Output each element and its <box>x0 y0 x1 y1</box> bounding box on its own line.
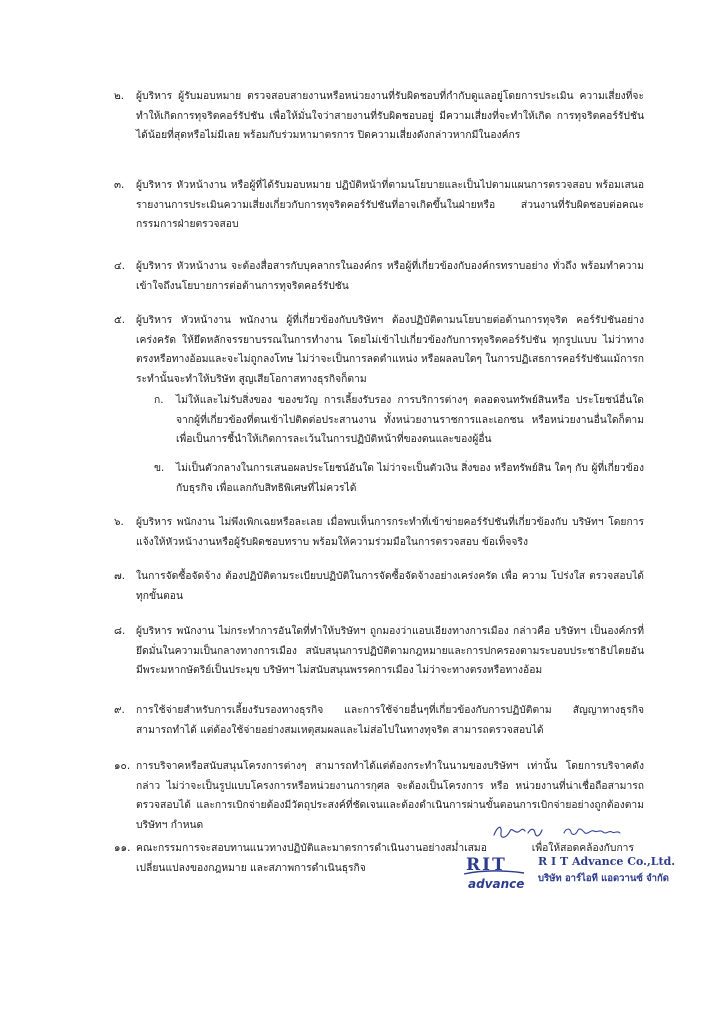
item-number: ๒. <box>114 90 125 102</box>
item-text: ผู้บริหาร ผู้รับมอบหมาย ตรวจสอบสายงานหรือหน่วยงานที่รับผิดชอบที่กำกับดูแลอยู่โดยการประเมิน ความเสี่ยงที่จะทำให้เกิดการทุจริตคอร์รัปชัน เพื่อให้มั่นใจว่าสายงานที่รับผิดชอบอยู่ มีความเสี่ยงที่จะทำให้เกิด การทุจริตคอร์รัปชันได้น้อยที่สุดหรือไม่มีเลย พร้อมกับร่วมหามาตรการ ปิดความเสี่ยงดังกล่าวหากมีในองค์กร <box>136 90 644 141</box>
item-number: ๔. <box>114 260 126 272</box>
sub-item-b <box>154 459 644 498</box>
item-number: ๗. <box>114 570 126 582</box>
company-name-en: R I T Advance Co.,Ltd. <box>538 855 676 868</box>
list-item-5 <box>114 311 644 389</box>
list-item-6 <box>114 513 644 552</box>
company-name-th: บริษัท อาร์ไอที แอดวานซ์ จำกัด <box>538 873 669 884</box>
sub-item-text: ไม่เป็นตัวกลางในการเสนอผลประโยชน์อันใด ไม่ว่าจะเป็นตัวเงิน สิ่งของ หรือทรัพย์สิน ใดๆ กับ ผู้ที่เกี่ยวข้องกับธุรกิจ เพื่อแลกกับสิทธิพิเศษที่ไม่ควรได้ <box>176 462 644 494</box>
sub-item-number: ก. <box>154 394 164 406</box>
item-text: ผู้บริหาร หัวหน้างาน จะต้องสื่อสารกับบุคลากรในองค์กร หรือผู้ที่เกี่ยวข้องกับองค์กรทราบอย่าง ทั่วถึง พร้อมทำความเข้าใจถึงนโยบายการต่อต้านการทุจริตคอร์รัปชัน <box>136 260 644 292</box>
item-number: ๑๐. <box>114 760 131 772</box>
list-item-4 <box>114 257 644 296</box>
sub-item-text: ไม่ให้และไม่รับสิ่งของ ของขวัญ การเลี้ยงรับรอง การบริการต่างๆ ตลอดจนทรัพย์สินหรือ ประโยชน์อื่นใดจากผู้ที่เกี่ยวข้องที่ตนเข้าไปติดต่อประสานงาน ทั้งหน่วยงานราชการและเอกชน หรือหน่วยงานอื่นใดก็ตาม เพื่อเป็นการชี้นำให้เกิดการละเว้นในการปฏิบัติหน้าที่ของตนและของผู้อื่น <box>176 394 644 445</box>
item-text: การบริจาคหรือสนับสนุนโครงการต่างๆ สามารถทำได้แต่ต้องกระทำในนามของบริษัทฯ เท่านั้น โดยการบริจาคดังกล่าว ไม่ว่าจะเป็นรูปแบบโครงการหรือหน่วยงานการกุศล จะต้องเป็นโครงการ หรือ หน่วยงานที่น่าเชื่อถือสามารถตรวจสอบได้ และการเบิกจ่ายต้องมีวัตถุประสงค์ที่ชัดเจนและต้องดำเนินการผ่านขั้นตอนการเบิกจ่ายอย่างถูกต้องตามบริษัทฯ กำหนด <box>136 760 644 831</box>
item-text: การใช้จ่ายสำหรับการเลี้ยงรับรองทางธุรกิจ และการใช้จ่ายอื่นๆที่เกี่ยวข้องกับการปฏิบัติตาม สัญญาทางธุรกิจสามารถทำได้ แต่ต้องใช้จ่ายอย่างสมเหตุสมผลและไม่ส่อไปในทางทุจริต สามารถตรวจสอบได้ <box>136 704 644 736</box>
list-item-9 <box>114 701 644 740</box>
list-item-2 <box>114 87 644 146</box>
handwritten-signature <box>488 819 658 845</box>
item-number: ๑๑. <box>114 842 131 854</box>
item-text: ผู้บริหาร พนักงาน ไม่กระทำการอันใดที่ทำให้บริษัทฯ ถูกมองว่าแอบเอียงทางการเมือง กล่าวคือ บริษัทฯ เป็นองค์กรที่ยึดมั่นในความเป็นกลางทางการเมือง สนับสนุนการปฏิบัติตามกฎหมายและการปกครองตามระบอบประชาธิปไตยอันมีพระมหากษัตริย์เป็นประมุข บริษัทฯ ไม่สนับสนุนพรรคการเมือง ไม่ว่าจะทางตรงหรือทางอ้อม <box>136 625 644 676</box>
item-number: ๕. <box>114 314 126 326</box>
sub-item-number: ข. <box>154 462 165 474</box>
item-number: ๙. <box>114 704 125 716</box>
item-number: ๖. <box>114 516 124 528</box>
list-item-8 <box>114 622 644 681</box>
item-text: ในการจัดซื้อจัดจ้าง ต้องปฏิบัติตามระเบียบปฏิบัติในการจัดซื้อจัดจ้างอย่างเคร่งครัด เพื่อ ความ โปร่งใส ตรวจสอบได้ทุกขั้นตอน <box>136 570 644 602</box>
list-item-3 <box>114 176 644 235</box>
svg-text:RIT: RIT <box>466 855 507 875</box>
company-logo <box>462 852 542 896</box>
item-text: ผู้บริหาร พนักงาน ไม่พึงเพิกเฉยหรือละเลย เมื่อพบเห็นการกระทำที่เข้าข่ายคอร์รัปชันที่เกี่ยวข้องกับ บริษัทฯ โดยการแจ้งให้หัวหน้างานหรือผู้รับผิดชอบทราบ พร้อมให้ความร่วมมือในการตรวจสอบ ข้อเท็จจริง <box>136 516 644 548</box>
list-item-7 <box>114 567 644 606</box>
svg-text:advance: advance <box>468 877 525 891</box>
sub-item-a <box>154 391 644 450</box>
item-text: คณะกรรมการจะสอบทานแนวทางปฏิบัติและมาตรการดำเนินงานอย่างสม่ำเสมอ เพื่อให้สอดคล้องกับการเปลี่ยนแปลงของกฎหมาย และสภาพการดำเนินธุรกิจ <box>136 842 634 874</box>
item-text: ผู้บริหาร หัวหน้างาน พนักงาน ผู้ที่เกี่ยวข้องกับบริษัทฯ ต้องปฏิบัติตามนโยบายต่อต้านการทุจริต คอร์รัปชันอย่างเคร่งครัด ให้ยึดหลักจรรยาบรรณในการทำงาน โดยไม่เข้าไปเกี่ยวข้องกับการทุจริตคอร์รัปชัน ทุกรูปแบบ ไม่ว่าทางตรงหรือทางอ้อมและจะไม่ถูกลงโทษ ไม่ว่าจะเป็นการลดตำแหน่ง หรือผลลบใดๆ ในการปฏิเสธการคอร์รัปชันแม้การกระทำนั้นจะทำให้บริษัท สูญเสียโอกาสทางธุรกิจก็ตาม <box>136 314 644 385</box>
item-number: ๓. <box>114 179 125 191</box>
item-number: ๘. <box>114 625 126 637</box>
item-text: ผู้บริหาร หัวหน้างาน หรือผู้ที่ได้รับมอบหมาย ปฏิบัติหน้าที่ตามนโยบายและเป็นไปตามแผนการตรวจสอบ พร้อมเสนอรายงานการประเมินความเสี่ยงเกี่ยวกับการทุจริตคอร์รัปชันที่อาจเกิดขึ้นในฝ่ายหรือ ส่วนงานที่รับผิดชอบต่อคณะกรรมการฝ่ายตรวจสอบ <box>136 179 644 230</box>
company-stamp <box>462 852 676 896</box>
